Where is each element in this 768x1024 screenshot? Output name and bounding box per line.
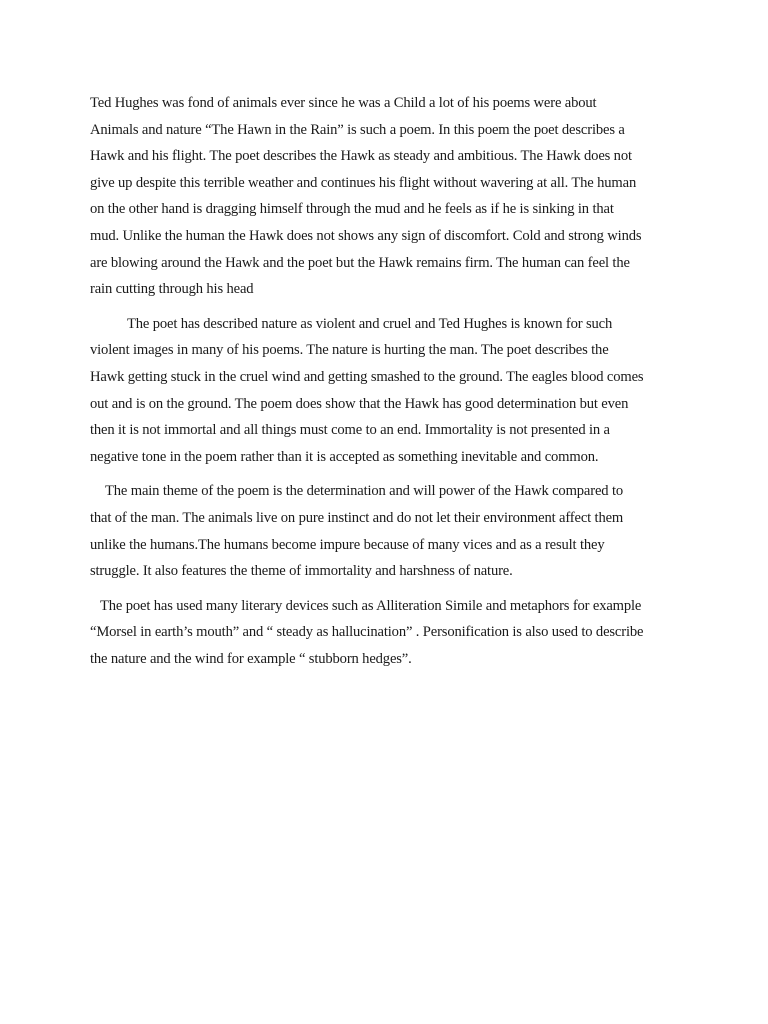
text-line: The main theme of the poem is the determination and will power of the Hawk compared to — [105, 483, 623, 500]
text-line: Hawk getting stuck in the cruel wind and getting smashed to the ground. The eagles blood comes — [90, 368, 644, 385]
paragraph-devices — [90, 593, 690, 673]
text-line: “Morsel in earth’s mouth” and “ steady as hallucination” . Personification is also used to describe — [90, 624, 644, 641]
paragraph-theme — [90, 478, 690, 584]
text-line: unlike the humans.The humans become impure because of many vices and as a result they — [90, 536, 605, 553]
text-line: mud. Unlike the human the Hawk does not shows any sign of discomfort. Cold and strong winds — [90, 227, 642, 244]
text-line: Animals and nature “The Hawn in the Rain” is such a poem. In this poem the poet describes a — [90, 121, 625, 138]
text-line: negative tone in the poem rather than it is accepted as something inevitable and common. — [90, 448, 599, 465]
text-line: give up despite this terrible weather and continues his flight without wavering at all. The human — [90, 174, 637, 191]
text-line: violent images in many of his poems. The nature is hurting the man. The poet describes the — [90, 342, 609, 359]
text-line: are blowing around the Hawk and the poet but the Hawk remains firm. The human can feel the — [90, 254, 630, 271]
paragraph-intro — [90, 90, 690, 303]
document-body — [90, 90, 690, 680]
text-line: out and is on the ground. The poem does show that the Hawk has good determination but even — [90, 395, 629, 412]
text-line: The poet has used many literary devices such as Alliteration Simile and metaphors for example — [100, 597, 642, 614]
paragraph-nature — [90, 311, 690, 471]
text-line: on the other hand is dragging himself through the mud and he feels as if he is sinking in that — [90, 201, 614, 218]
text-line: the nature and the wind for example “ stubborn hedges”. — [90, 650, 412, 667]
text-line: that of the man. The animals live on pure instinct and do not let their environment affect them — [90, 509, 624, 526]
text-line: struggle. It also features the theme of immortality and harshness of nature. — [90, 563, 513, 580]
text-line: Hawk and his flight. The poet describes the Hawk as steady and ambitious. The Hawk does not — [90, 148, 632, 165]
text-line: Ted Hughes was fond of animals ever since he was a Child a lot of his poems were about — [90, 95, 597, 111]
text-line: rain cutting through his head — [90, 281, 254, 298]
text-line: then it is not immortal and all things must come to an end. Immortality is not presented in a — [90, 422, 610, 439]
text-line: The poet has described nature as violent and cruel and Ted Hughes is known for such — [127, 315, 613, 332]
